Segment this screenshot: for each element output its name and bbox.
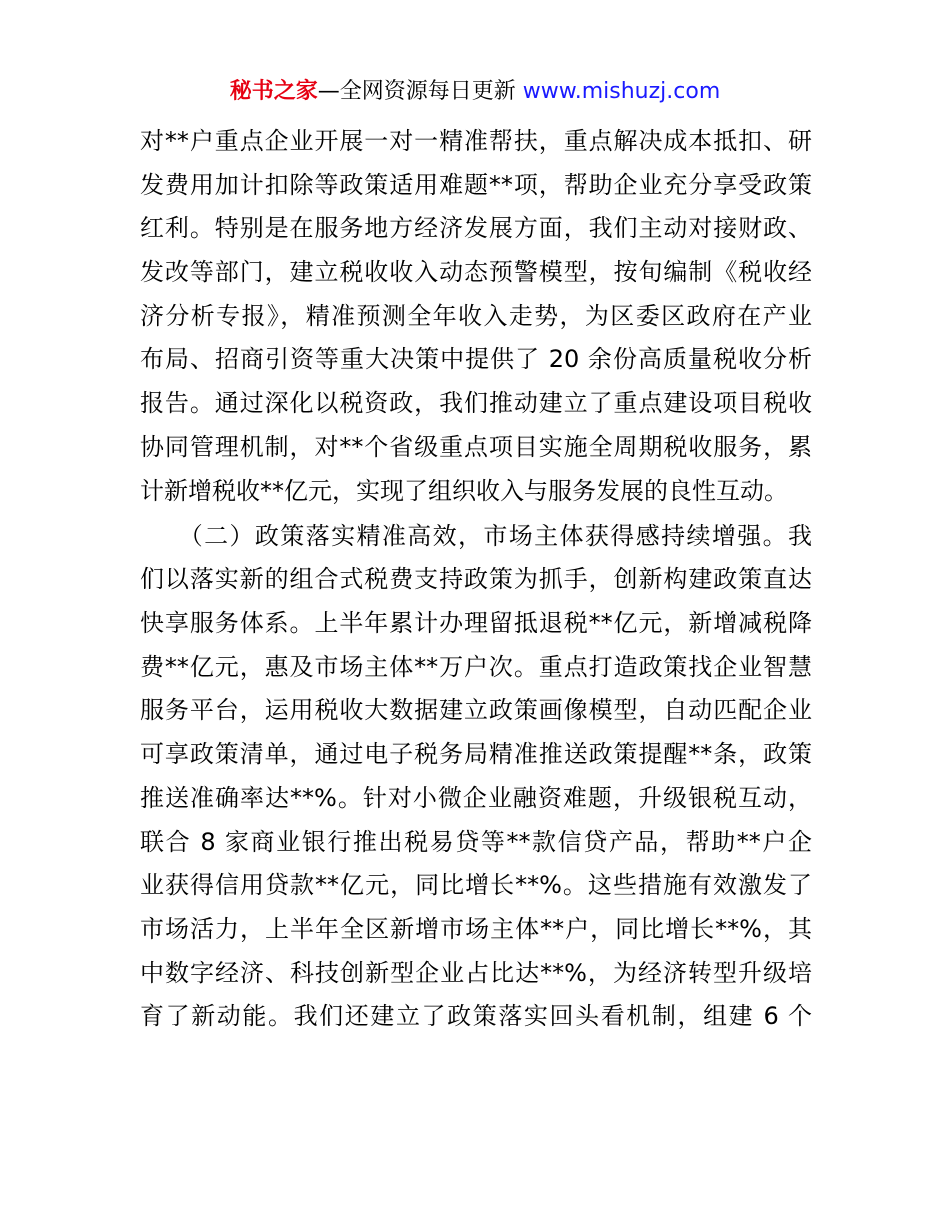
site-header <box>0 76 950 108</box>
text-line: 育了新动能。我们还建立了政策落实回头看机制，组建 6 个 <box>140 1002 812 1031</box>
text-line: 对**户重点企业开展一对一精准帮扶，重点解决成本抵扣、研 <box>140 127 812 155</box>
text-line: 济分析专报》，精准预测全年收入走势，为区委区政府在产业 <box>140 301 812 330</box>
text-line: 协同管理机制，对**个省级重点项目实施全周期税收服务，累 <box>140 432 812 461</box>
text-line: 服务平台，运用税收大数据建立政策画像模型，自动匹配企业 <box>140 696 812 725</box>
text-line: 布局、招商引资等重大决策中提供了 20 余份高质量税收分析 <box>140 345 812 374</box>
text-line: 联合 8 家商业银行推出税易贷等**款信贷产品，帮助**户企 <box>140 827 812 856</box>
text-line: 费**亿元，惠及市场主体**万户次。重点打造政策找企业智慧 <box>140 652 812 681</box>
paragraph <box>140 120 812 513</box>
text-line: 们以落实新的组合式税费支持政策为抓手，创新构建政策直达 <box>140 565 812 594</box>
text-line: 发改等部门，建立税收收入动态预警模型，按旬编制《税收经 <box>140 258 812 287</box>
text-line: 市场活力，上半年全区新增市场主体**户，同比增长**%，其 <box>140 914 812 943</box>
text-line: 业获得信用贷款**亿元，同比增长**%。这些措施有效激发了 <box>140 871 812 900</box>
site-tagline: —全网资源每日更新 <box>317 79 516 104</box>
text-line: （二）政策落实精准高效，市场主体获得感持续增强。我 <box>140 521 812 550</box>
text-line: 红利。特别是在服务地方经济发展方面，我们主动对接财政、 <box>140 214 812 243</box>
text-line: 中数字经济、科技创新型企业占比达**%，为经济转型升级培 <box>140 958 812 987</box>
text-line: 可享政策清单，通过电子税务局精准推送政策提醒**条，政策 <box>140 740 812 769</box>
text-line: 计新增税收**亿元，实现了组织收入与服务发展的良性互动。 <box>140 476 788 505</box>
text-line: 推送准确率达**%。针对小微企业融资难题，升级银税互动， <box>140 783 812 812</box>
paragraph <box>140 515 812 1039</box>
text-line: 发费用加计扣除等政策适用难题**项，帮助企业充分享受政策 <box>140 170 812 199</box>
text-line: 报告。通过深化以税资政，我们推动建立了重点建设项目税收 <box>140 389 812 418</box>
document-body <box>140 120 812 1039</box>
text-line: 快享服务体系。上半年累计办理留抵退税**亿元，新增减税降 <box>140 609 812 638</box>
site-brand: 秘书之家 <box>229 79 318 104</box>
site-url-link[interactable]: www.mishuzj.com <box>522 79 721 104</box>
